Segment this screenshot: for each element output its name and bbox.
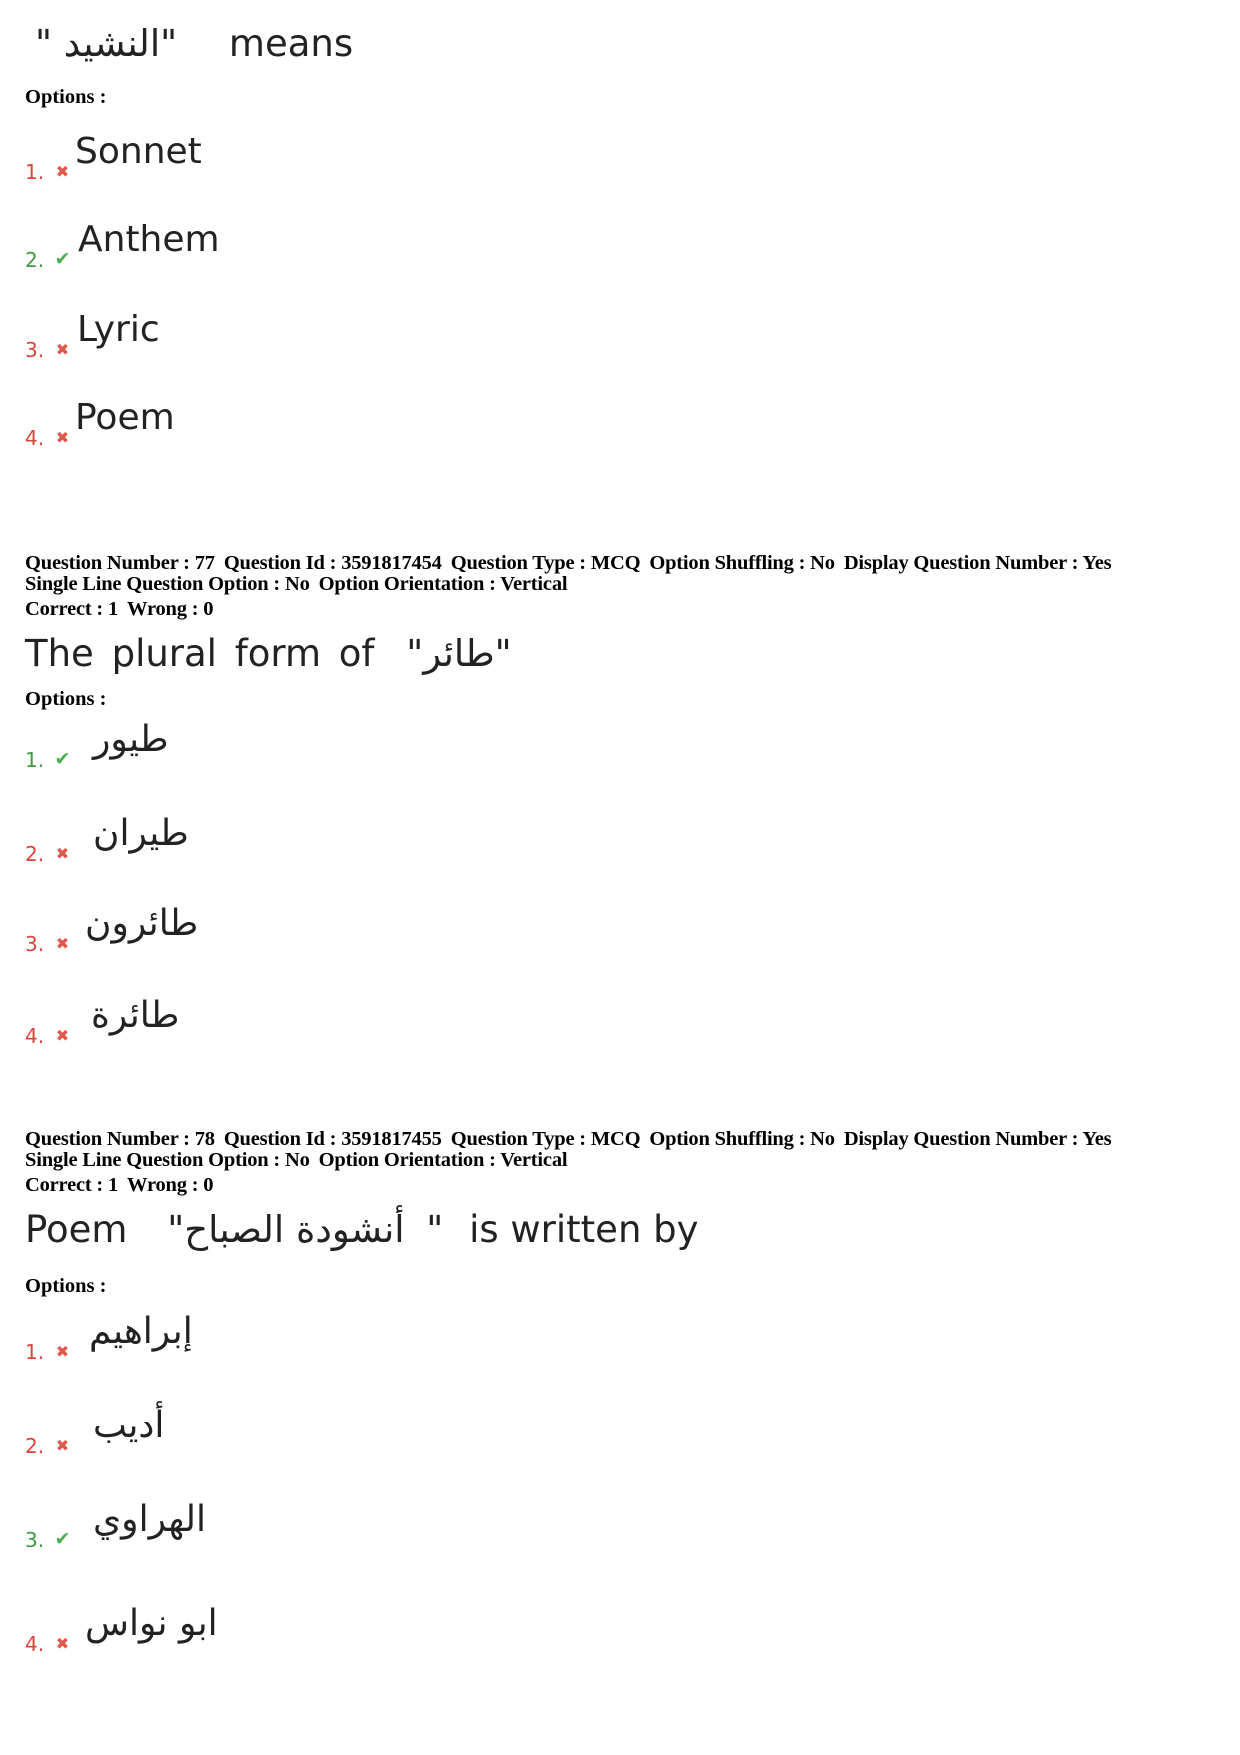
wrong-cross-icon: ✖ xyxy=(55,428,70,447)
q76-text-after: means xyxy=(228,22,354,65)
q76-option-4[interactable] xyxy=(25,388,625,448)
option-number: 2. xyxy=(25,1434,45,1458)
q78-option-1[interactable] xyxy=(25,1302,625,1362)
q78-option-3[interactable] xyxy=(25,1490,625,1550)
q77-option-4[interactable] xyxy=(25,986,625,1046)
option-number: 4. xyxy=(25,1024,45,1048)
q78-text-before: Poem xyxy=(25,1208,128,1251)
q78-options-label: Options : xyxy=(25,1275,107,1297)
wrong-cross-icon: ✖ xyxy=(55,1436,70,1455)
option-number: 1. xyxy=(25,748,45,772)
q77-question-text xyxy=(25,632,512,676)
q76-option-2[interactable] xyxy=(25,210,625,270)
q76-quote-open: " xyxy=(35,22,53,65)
option-text: إبراهيم xyxy=(89,1311,193,1352)
option-text: طيران xyxy=(93,813,189,854)
q76-question-text xyxy=(35,22,353,66)
q76-option-1[interactable] xyxy=(25,122,625,182)
q76-quote-close: " xyxy=(160,22,178,65)
option-text: طائرون xyxy=(85,903,199,944)
wrong-cross-icon: ✖ xyxy=(55,844,70,863)
q77-meta-line2: Single Line Question Option : No Option Orientation : Vertical xyxy=(25,573,568,595)
q78-quote-close: " xyxy=(426,1208,444,1251)
q78-correct-wrong: Correct : 1 Wrong : 0 xyxy=(25,1174,214,1196)
wrong-cross-icon: ✖ xyxy=(55,1026,70,1045)
option-text: الهراوي xyxy=(93,1499,206,1540)
q77-option-2[interactable] xyxy=(25,804,625,864)
option-text: Sonnet xyxy=(75,131,202,172)
q78-meta-line1: Question Number : 78 Question Id : 3591817455 Question Type : MCQ Option Shuffling : No Display Question Number : Yes xyxy=(25,1128,1112,1150)
q77-correct-wrong: Correct : 1 Wrong : 0 xyxy=(25,598,214,620)
option-number: 1. xyxy=(25,160,45,184)
q77-options-label: Options : xyxy=(25,688,107,710)
q77-meta xyxy=(25,553,1120,620)
q77-meta-line1: Question Number : 77 Question Id : 3591817454 Question Type : MCQ Option Shuffling : No Display Question Number : Yes xyxy=(25,552,1112,574)
wrong-cross-icon: ✖ xyxy=(55,1342,70,1361)
q78-question-text xyxy=(25,1208,699,1252)
q78-option-2[interactable] xyxy=(25,1396,625,1456)
q78-meta xyxy=(25,1129,1120,1196)
correct-check-icon: ✔ xyxy=(54,748,71,770)
option-number: 1. xyxy=(25,1340,45,1364)
option-text: طيور xyxy=(93,719,169,760)
q77-option-3[interactable] xyxy=(25,894,625,954)
option-text: Lyric xyxy=(77,309,160,350)
q76-options-label: Options : xyxy=(25,86,107,108)
option-text: طائرة xyxy=(91,995,180,1036)
option-number: 3. xyxy=(25,932,45,956)
option-text: Anthem xyxy=(78,219,220,260)
q77-text-before: The plural form of xyxy=(25,632,375,675)
q77-arabic-word: "طائر" xyxy=(406,632,512,675)
option-number: 4. xyxy=(25,426,45,450)
option-number: 3. xyxy=(25,338,45,362)
option-number: 3. xyxy=(25,1528,45,1552)
wrong-cross-icon: ✖ xyxy=(55,162,70,181)
option-text: أديب xyxy=(93,1405,165,1446)
wrong-cross-icon: ✖ xyxy=(55,934,70,953)
correct-check-icon: ✔ xyxy=(54,1528,71,1550)
option-number: 2. xyxy=(25,842,45,866)
option-number: 2. xyxy=(25,248,45,272)
q78-text-after: is written by xyxy=(469,1208,699,1251)
q77-option-1[interactable] xyxy=(25,710,625,770)
q78-option-4[interactable] xyxy=(25,1594,625,1654)
option-number: 4. xyxy=(25,1632,45,1656)
q78-arabic-title: أنشودة الصباح xyxy=(184,1208,405,1251)
wrong-cross-icon: ✖ xyxy=(55,1634,70,1653)
option-text: ابو نواس xyxy=(85,1603,218,1644)
q78-quote-open: " xyxy=(167,1208,185,1251)
q76-arabic-word: النشيد xyxy=(63,22,161,65)
q76-option-3[interactable] xyxy=(25,300,625,360)
correct-check-icon: ✔ xyxy=(54,248,71,270)
wrong-cross-icon: ✖ xyxy=(55,340,70,359)
option-text: Poem xyxy=(75,397,175,438)
q78-meta-line2: Single Line Question Option : No Option Orientation : Vertical xyxy=(25,1149,568,1171)
